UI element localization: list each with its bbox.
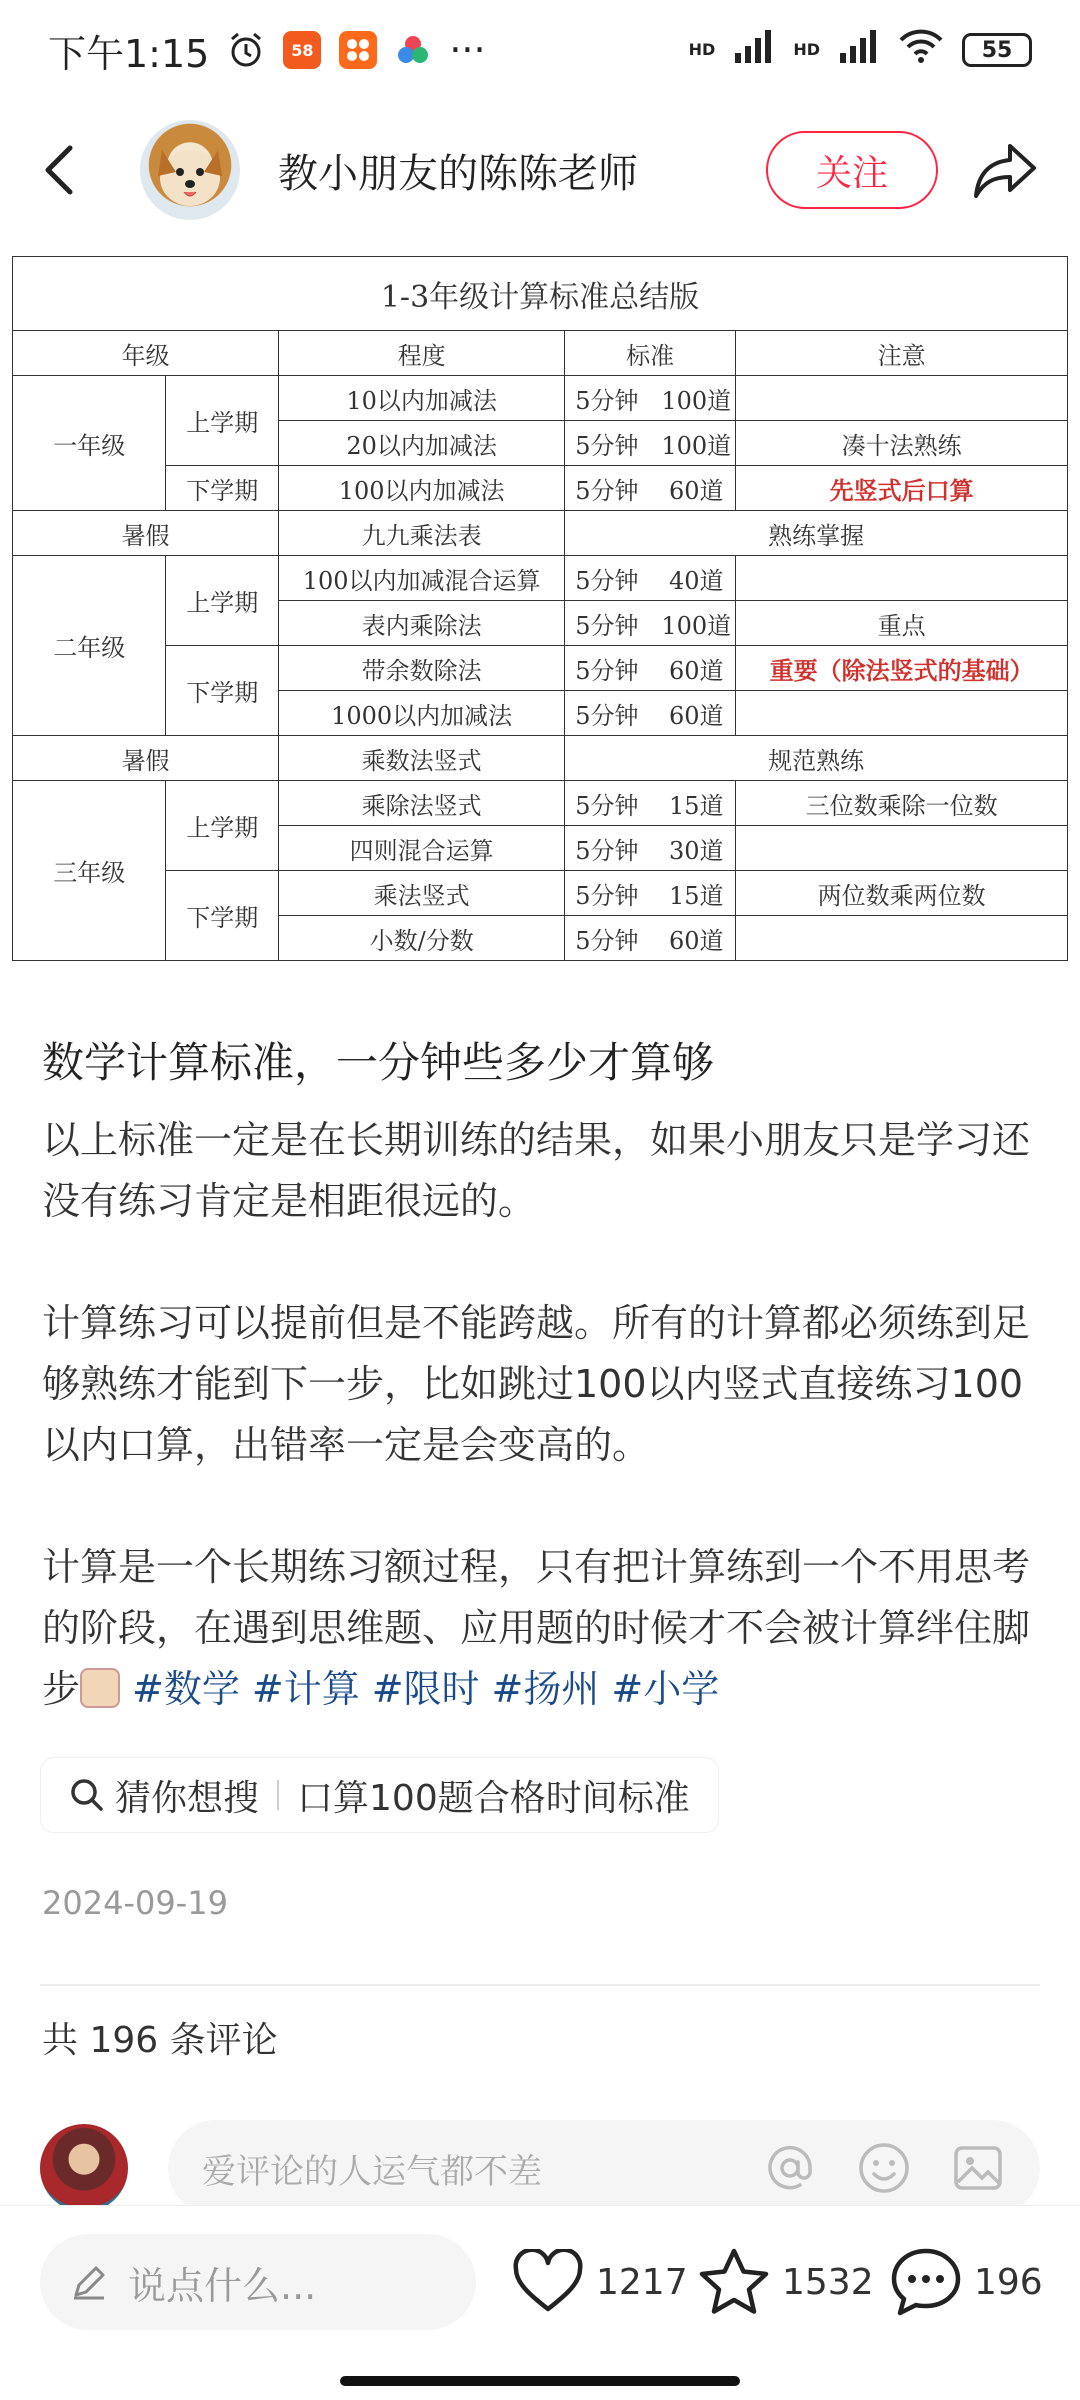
- table-row: [13, 556, 1068, 601]
- divider: [40, 1984, 1040, 1986]
- follow-button[interactable]: 关注: [766, 131, 938, 209]
- header-level: 程度: [279, 331, 565, 376]
- post-paragraph-3-text: 计算是一个长期练习额过程，只有把计算练到一个不用思考的阶段，在遇到思维题、应用题的时候才不会被计算绊住脚步: [42, 1545, 1031, 1711]
- status-bar: [0, 0, 1080, 100]
- search-icon: [69, 1777, 105, 1813]
- summer-cell: 暑假: [13, 511, 279, 556]
- standard-cell: 5分钟 60道: [565, 916, 736, 961]
- table-row: [13, 376, 1068, 421]
- post-paragraph-2: 计算练习可以提前但是不能跨越。所有的计算都必须练到足够熟练才能到下一步，比如跳过100以内竖式直接练习100以内口算，出错率一定是会变高的。: [42, 1301, 1031, 1467]
- image-icon[interactable]: [950, 2140, 1006, 2196]
- share-icon: [972, 140, 1038, 200]
- note-cell: 先竖式后口算: [736, 466, 1068, 511]
- note-cell: 规范熟练: [565, 736, 1068, 781]
- standard-cell: 5分钟 30道: [565, 826, 736, 871]
- signal-icon-2: [838, 28, 880, 72]
- note-cell: 重点: [736, 601, 1068, 646]
- standard-cell: 5分钟 100道: [565, 376, 736, 421]
- say-something-input[interactable]: [40, 2234, 476, 2330]
- semester-cell: 下学期: [166, 871, 279, 961]
- note-cell: [736, 556, 1068, 601]
- pencil-icon: [70, 2263, 108, 2301]
- comment-count-badge: 196: [974, 2261, 1043, 2303]
- post-body: [42, 1110, 1042, 1720]
- note-cell: [736, 376, 1068, 421]
- table-row: [13, 466, 1068, 511]
- hashtag-timed[interactable]: #限时: [371, 1667, 480, 1711]
- level-cell: 1000以内加减法: [279, 691, 565, 736]
- table-row: [13, 871, 1068, 916]
- hashtag-yangzhou[interactable]: #扬州: [491, 1667, 600, 1711]
- bottom-action-bar: [0, 2205, 1080, 2400]
- semester-cell: 上学期: [166, 376, 279, 466]
- grade-cell: 三年级: [13, 781, 166, 961]
- note-cell: 熟练掌握: [565, 511, 1068, 556]
- post-image-table[interactable]: [12, 256, 1068, 961]
- post-title: 数学计算标准，一分钟些多少才算够: [42, 1038, 715, 1087]
- favorite-count: 1532: [782, 2261, 874, 2303]
- calc-standard-table: [12, 256, 1068, 961]
- note-cell: 凑十法熟练: [736, 421, 1068, 466]
- grade-cell: 一年级: [13, 376, 166, 511]
- standard-cell: 5分钟 100道: [565, 601, 736, 646]
- level-cell: 100以内加减法: [279, 466, 565, 511]
- post-paragraph-1: 以上标准一定是在长期训练的结果，如果小朋友只是学习还没有练习肯定是相距很远的。: [42, 1118, 1031, 1223]
- level-cell: 乘除法竖式: [279, 781, 565, 826]
- cloud-app-icon: [395, 32, 431, 68]
- note-cell: [736, 826, 1068, 871]
- say-placeholder: 说点什么...: [128, 2263, 317, 2308]
- comment-placeholder: 爱评论的人运气都不差: [202, 2151, 542, 2192]
- comment-input[interactable]: [168, 2120, 1040, 2216]
- standard-cell: 5分钟 15道: [565, 871, 736, 916]
- hashtag-primary[interactable]: #小学: [611, 1667, 720, 1711]
- wifi-icon: [898, 28, 944, 73]
- status-time: 下午1:15: [48, 31, 210, 76]
- hd-label: HD: [688, 40, 716, 59]
- heart-icon: [512, 2249, 584, 2315]
- app-58-icon: [283, 31, 321, 69]
- post-header: [0, 110, 1080, 230]
- suggested-search[interactable]: [40, 1757, 719, 1833]
- semester-cell: 上学期: [166, 556, 279, 646]
- table-row: [13, 511, 1068, 556]
- app-58-label: 58: [291, 40, 314, 60]
- emoji-icon: [80, 1668, 120, 1708]
- standard-cell: 5分钟 40道: [565, 556, 736, 601]
- summer-cell: 暑假: [13, 736, 279, 781]
- signal-icon: [733, 28, 775, 72]
- hashtag-calc[interactable]: #计算: [251, 1667, 360, 1711]
- post-paragraph-3: [42, 1537, 1042, 1720]
- semester-cell: 上学期: [166, 781, 279, 871]
- home-indicator[interactable]: [340, 2376, 740, 2386]
- note-cell: 三位数乘除一位数: [736, 781, 1068, 826]
- semester-cell: 下学期: [166, 646, 279, 736]
- back-button[interactable]: [40, 130, 100, 210]
- level-cell: 乘法竖式: [279, 871, 565, 916]
- note-cell: 两位数乘两位数: [736, 871, 1068, 916]
- battery-indicator: 55: [962, 33, 1032, 67]
- star-icon: [698, 2247, 770, 2317]
- comment-composer: [40, 2118, 1040, 2218]
- level-cell: 乘数法竖式: [279, 736, 565, 781]
- comment-button[interactable]: [890, 2234, 1043, 2330]
- dog-avatar-icon: [140, 120, 240, 220]
- header-standard: 标准: [565, 331, 736, 376]
- grade-cell: 二年级: [13, 556, 166, 736]
- share-button[interactable]: [970, 135, 1040, 205]
- level-cell: 带余数除法: [279, 646, 565, 691]
- emoji-picker-icon[interactable]: [856, 2140, 912, 2196]
- semester-cell: 下学期: [166, 466, 279, 511]
- note-cell: [736, 916, 1068, 961]
- post-date: 2024-09-19: [42, 1884, 228, 1922]
- note-cell: [736, 691, 1068, 736]
- hashtag-math[interactable]: #数学: [132, 1667, 240, 1711]
- table-row: [13, 781, 1068, 826]
- like-button[interactable]: [512, 2234, 688, 2330]
- suggest-divider: [277, 1780, 279, 1810]
- level-cell: 表内乘除法: [279, 601, 565, 646]
- standard-cell: 5分钟 100道: [565, 421, 736, 466]
- comment-count: 共 196 条评论: [42, 2020, 278, 2061]
- level-cell: 100以内加减混合运算: [279, 556, 565, 601]
- favorite-button[interactable]: [698, 2234, 874, 2330]
- table-row: [13, 646, 1068, 691]
- header-grade: 年级: [13, 331, 279, 376]
- author-name[interactable]: 教小朋友的陈陈老师: [278, 150, 638, 197]
- level-cell: 九九乘法表: [279, 511, 565, 556]
- alarm-icon: [227, 31, 265, 69]
- header-note: 注意: [736, 331, 1068, 376]
- suggest-query: 口算100题合格时间标准: [297, 1777, 690, 1819]
- level-cell: 四则混合运算: [279, 826, 565, 871]
- hd-label-2: HD: [793, 40, 820, 59]
- chevron-left-icon: [40, 140, 80, 200]
- note-cell: 重要（除法竖式的基础）: [736, 646, 1068, 691]
- more-notifications-icon: ···: [449, 28, 486, 72]
- table-title: 1-3年级计算标准总结版: [13, 257, 1068, 331]
- standard-cell: 5分钟 60道: [565, 466, 736, 511]
- level-cell: 小数/分数: [279, 916, 565, 961]
- mention-icon[interactable]: [762, 2140, 818, 2196]
- standard-cell: 5分钟 60道: [565, 646, 736, 691]
- standard-cell: 5分钟 15道: [565, 781, 736, 826]
- user-avatar[interactable]: [40, 2124, 128, 2212]
- like-count: 1217: [596, 2261, 688, 2303]
- level-cell: 10以内加减法: [279, 376, 565, 421]
- level-cell: 20以内加减法: [279, 421, 565, 466]
- comment-bubble-icon: [890, 2247, 962, 2317]
- app-grid-icon: [339, 31, 377, 69]
- table-row: [13, 736, 1068, 781]
- suggest-label: 猜你想搜: [115, 1777, 260, 1819]
- author-avatar[interactable]: [140, 120, 240, 220]
- standard-cell: 5分钟 60道: [565, 691, 736, 736]
